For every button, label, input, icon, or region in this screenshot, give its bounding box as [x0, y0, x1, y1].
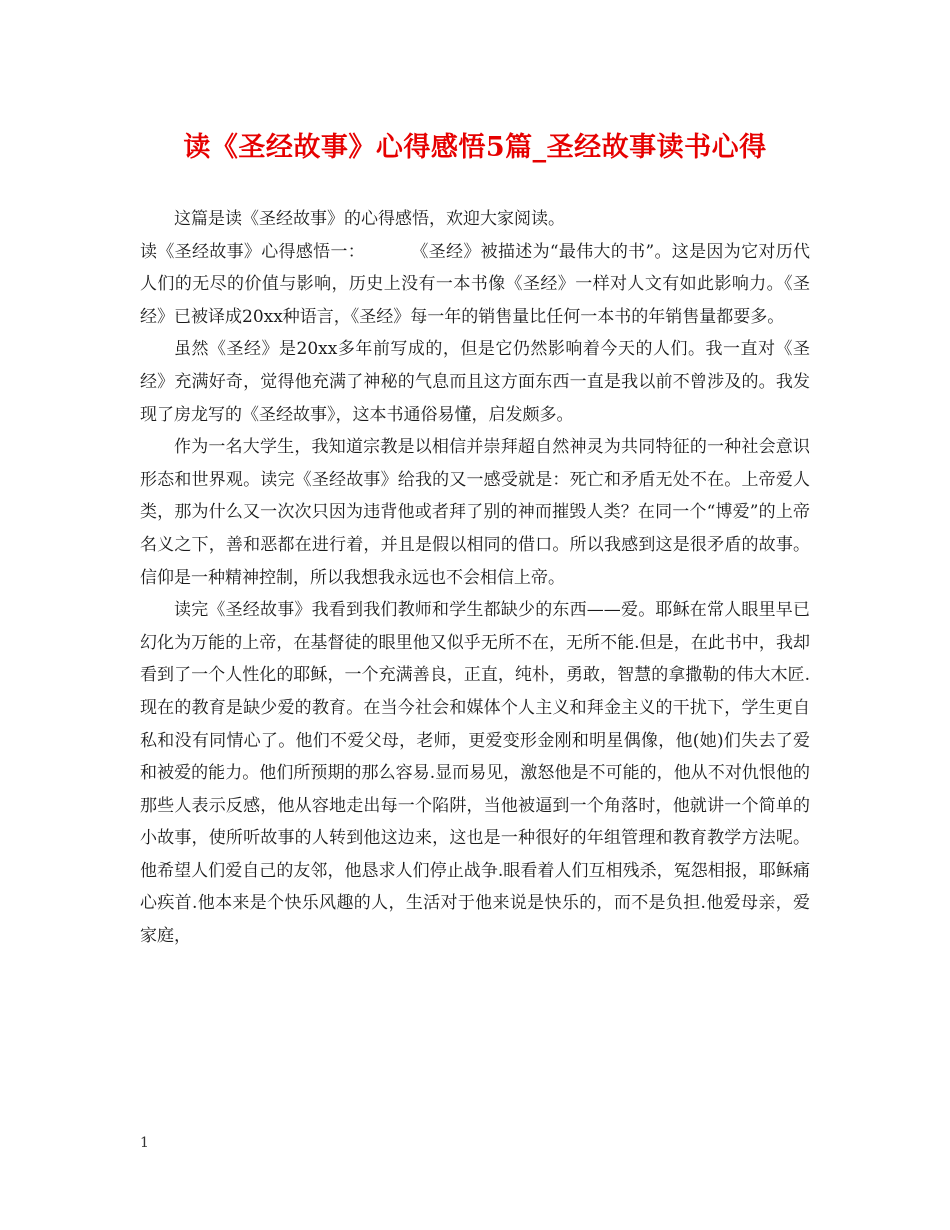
page-number: 1: [140, 1135, 149, 1151]
section-heading: 读《圣经故事》心得感悟一：: [140, 241, 366, 262]
paragraph-2: 虽然《圣经》是20xx多年前写成的，但是它仍然影响着今天的人们。我一直对《圣经》充满好奇，觉得他充满了神秘的气息而且这方面东西一直是我以前不曾涉及的。我发现了房龙写的《圣经故事》，这本书通俗易懂，启发颇多。: [140, 339, 810, 425]
paragraph-1: 《圣经》被描述为“最伟大的书”。这是因为它对历代人们的无尽的价值与影响，历史上没有一本书像《圣经》一样对人文有如此影响力。《圣经》已被译成20xx种语言，《圣经》每一年的销售量比任何一本书的年销售量都要多。: [140, 241, 811, 327]
intro-paragraph: 这篇是读《圣经故事》的心得感悟，欢迎大家阅读。: [174, 209, 565, 229]
paragraph-3: 作为一名大学生，我知道宗教是以相信并崇拜超自然神灵为共同特征的一种社会意识形态和世界观。读完《圣经故事》给我的又一感受就是：死亡和矛盾无处不在。上帝爱人类，那为什么又一次次只因为违背他或者拜了别的神而摧毁人类？在同一个“博爱”的上帝名义之下，善和恶都在进行着，并且是假以相同的借口。所以我感到这是很矛盾的故事。信仰是一种精神控制，所以我想我永远也不会相信上帝。: [140, 437, 810, 588]
paragraph-4: 读完《圣经故事》我看到我们教师和学生都缺少的东西——爱。耶稣在常人眼里早已幻化为万能的上帝，在基督徒的眼里他又似乎无所不在，无所不能.但是，在此书中，我却看到了一个人性化的耶稣，一个充满善良，正直，纯朴，勇敢，智慧的拿撒勒的伟大木匠.现在的教育是缺少爱的教育。在当今社会和媒体个人主义和拜金主义的干扰下，学生更自私和没有同情心了。他们不爱父母，老师，更爱变形金刚和明星偶像，他(她)们失去了爱和被爱的能力。他们所预期的那么容易.显而易见，激怒他是不可能的，他从不对仇恨他的那些人表示反感，他从容地走出每一个陷阱，当他被逼到一个角落时，他就讲一个简单的小故事，使所听故事的人转到他这边来，这也是一种很好的年组管理和教育教学方法呢。他希望人们爱自己的友邻，他恳求人们停止战争.眼看着人们互相残杀，冤怨相报，耶稣痛心疾首.他本来是个快乐风趣的人，生活对于他来说是快乐的，而不是负担.他爱母亲，爱家庭，: [140, 600, 810, 947]
document-body: [140, 203, 810, 953]
document-title: 读《圣经故事》心得感悟5篇_圣经故事读书心得: [183, 132, 767, 163]
first-paragraph: [140, 236, 810, 334]
